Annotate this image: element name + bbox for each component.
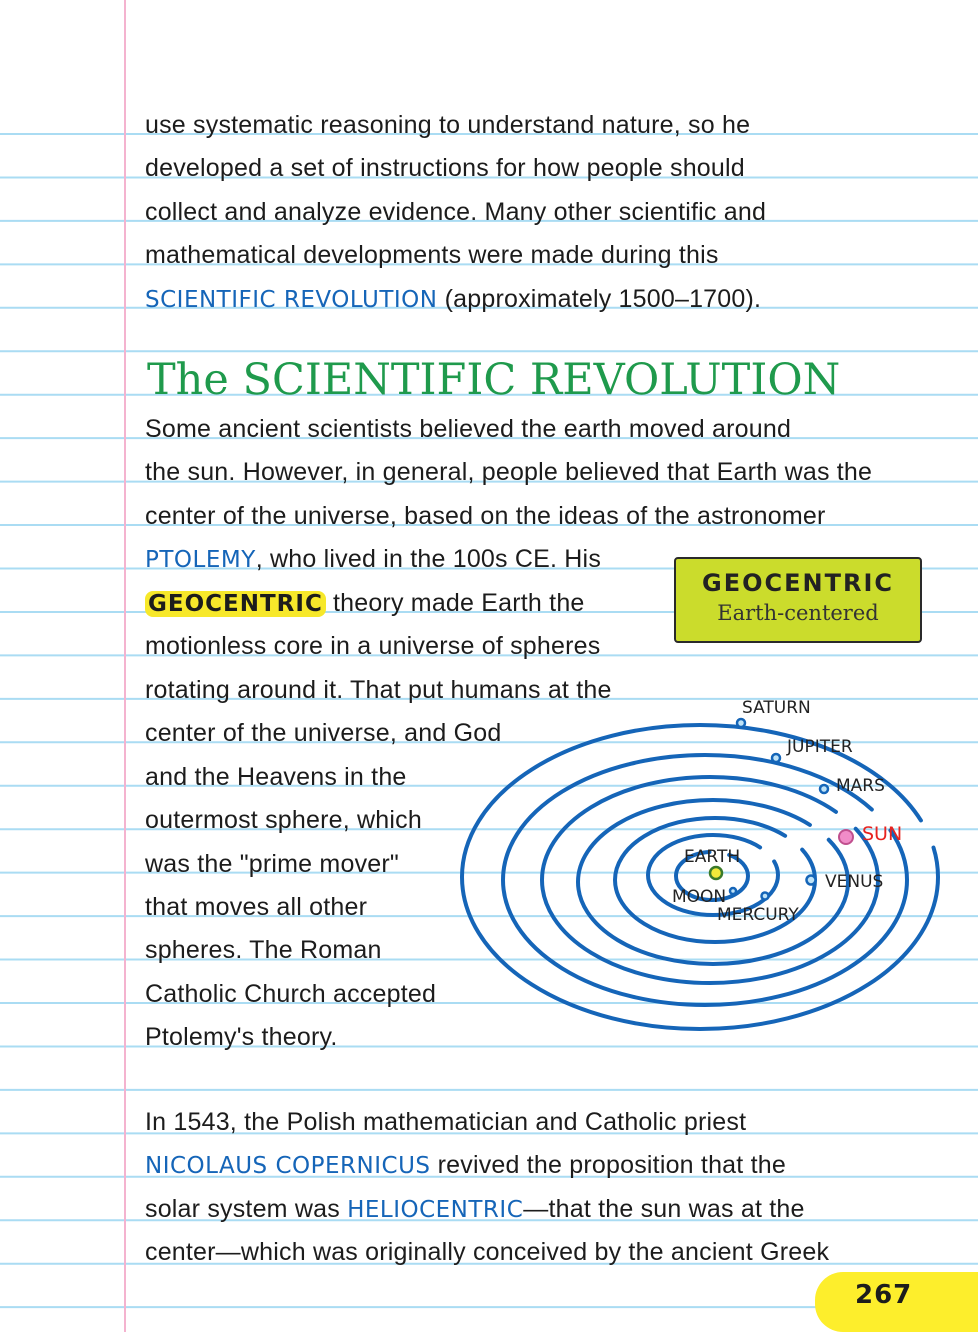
label-venus: VENUS [825, 872, 884, 892]
label-sun: SUN [862, 823, 903, 845]
page-number: 267 [855, 1280, 913, 1310]
text-segment: center of the universe, and God [145, 719, 502, 748]
text-segment: In 1543, the Polish mathematician and Catholic priest [145, 1108, 747, 1136]
text-line [145, 1105, 746, 1139]
text-segment: center of the universe, based on the ideas of the astronomer [145, 501, 826, 530]
definition-meaning: Earth-centered [717, 601, 879, 625]
label-moon: MOON [672, 887, 727, 907]
label-mars: MARS [836, 776, 885, 796]
text-line [145, 933, 382, 967]
text-segment: Catholic Church accepted [145, 979, 437, 1008]
definition-box [674, 557, 922, 643]
text-line [145, 977, 436, 1011]
text-line [145, 803, 422, 837]
text-line [145, 151, 745, 185]
page-number-highlight [815, 1272, 978, 1332]
text-line [145, 108, 750, 142]
key-term: HELIOCENTRIC [347, 1196, 524, 1223]
text-line [145, 1020, 338, 1054]
margin-line [124, 0, 126, 1332]
saturn-icon [737, 719, 745, 727]
text-segment: mathematical developments were made during this [145, 241, 719, 270]
text-line [145, 1148, 786, 1182]
text-segment: outermost sphere, which [145, 806, 422, 835]
jupiter-icon [772, 754, 780, 762]
geocentric-diagram [455, 690, 955, 1050]
text-line [145, 1192, 805, 1226]
highlighted-term: GEOCENTRIC [145, 591, 326, 617]
text-segment: rotating around it. That put humans at the [145, 675, 612, 704]
text-segment: and the Heavens in the [145, 762, 407, 791]
text-line [145, 586, 585, 620]
text-segment: that moves all other [145, 892, 368, 921]
text-segment: Ptolemy's theory. [145, 1023, 338, 1052]
text-segment: Some ancient scientists believed the earth moved around [145, 415, 792, 443]
text-segment: use systematic reasoning to understand nature, so he [145, 111, 751, 139]
text-segment: was the "prime mover" [145, 849, 399, 878]
mercury-icon [762, 893, 769, 900]
label-saturn: SATURN [742, 698, 811, 718]
text-line [145, 238, 719, 272]
earth-icon [710, 867, 722, 879]
text-segment: revived the proposition that the [430, 1151, 786, 1180]
text-line [145, 716, 501, 750]
text-segment: theory made Earth the [325, 588, 585, 617]
label-earth: EARTH [684, 847, 741, 867]
text-segment: collect and analyze evidence. Many other scientific and [145, 197, 767, 226]
text-line [145, 760, 407, 794]
text-line [145, 455, 872, 489]
text-line [145, 890, 367, 924]
key-term: NICOLAUS COPERNICUS [145, 1153, 431, 1180]
text-line [145, 847, 399, 881]
text-segment: spheres. The Roman [145, 936, 382, 965]
text-line [145, 629, 600, 663]
key-term: PTOLEMY [145, 547, 256, 574]
text-segment: (approximately 1500–1700). [437, 284, 762, 313]
text-line [145, 195, 766, 229]
text-segment: , who lived in the 100s CE. His [255, 545, 602, 574]
moon-icon [730, 888, 736, 894]
sun-icon [839, 830, 853, 844]
text-segment: the sun. However, in general, people believed that Earth was the [145, 458, 873, 487]
text-line [145, 1235, 829, 1269]
mars-icon [820, 785, 828, 793]
text-line [145, 282, 761, 316]
text-line [145, 542, 601, 576]
key-term: SCIENTIFIC REVOLUTION [145, 286, 438, 313]
text-segment: developed a set of instructions for how people should [145, 154, 745, 183]
text-segment: solar system was [145, 1194, 348, 1223]
label-jupiter: JUPITER [787, 737, 853, 757]
text-segment: motionless core in a universe of spheres [145, 632, 601, 661]
text-line [145, 499, 825, 533]
venus-icon [807, 876, 816, 885]
text-segment: center—which was originally conceived by the ancient Greek [145, 1238, 830, 1267]
section-heading: The SCIENTIFIC REVOLUTION [147, 355, 841, 405]
definition-term: GEOCENTRIC [702, 569, 894, 597]
text-segment: —that the sun was at the [523, 1194, 805, 1223]
label-mercury: MERCURY [717, 905, 799, 925]
text-line [145, 412, 791, 446]
